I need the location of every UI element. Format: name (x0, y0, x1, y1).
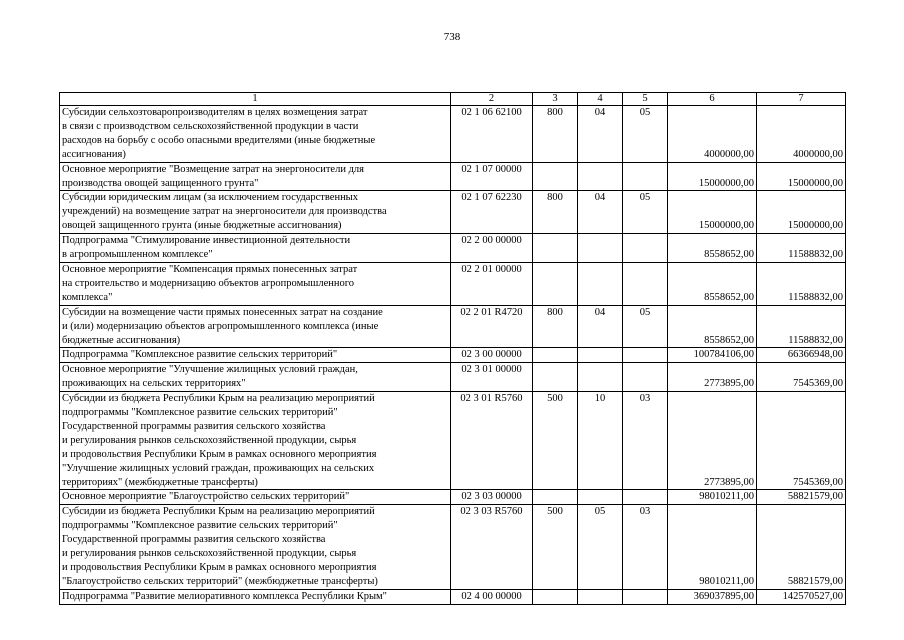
table-row (60, 348, 846, 363)
row-name: Основное мероприятие "Благоустройство сельских территорий" (60, 490, 451, 505)
row-name: Основное мероприятие "Улучшение жилищных условий граждан, проживающих на сельских территориях" (60, 363, 451, 392)
row-vr (533, 262, 578, 305)
row-code: 02 3 01 00000 (451, 363, 533, 392)
row-pr (623, 162, 668, 191)
table-row (60, 234, 846, 263)
row-sum-2: 11588832,00 (757, 305, 846, 348)
row-rz: 04 (578, 106, 623, 163)
row-code: 02 1 07 62230 (451, 191, 533, 234)
row-sum-1: 8558652,00 (668, 234, 757, 263)
table-row (60, 505, 846, 589)
row-sum-1: 98010211,00 (668, 505, 757, 589)
header-row (60, 93, 846, 106)
row-vr (533, 490, 578, 505)
budget-table (59, 92, 846, 605)
table-row (60, 162, 846, 191)
row-rz (578, 363, 623, 392)
row-sum-1: 8558652,00 (668, 305, 757, 348)
row-name: Подпрограмма "Развитие мелиоративного комплекса Республики Крым" (60, 589, 451, 604)
row-sum-2: 11588832,00 (757, 234, 846, 263)
row-pr (623, 363, 668, 392)
row-vr: 800 (533, 191, 578, 234)
row-code: 02 2 01 R4720 (451, 305, 533, 348)
row-rz (578, 234, 623, 263)
row-rz (578, 589, 623, 604)
row-pr: 05 (623, 106, 668, 163)
row-sum-1: 369037895,00 (668, 589, 757, 604)
row-sum-2: 7545369,00 (757, 363, 846, 392)
row-pr: 03 (623, 392, 668, 490)
table-row (60, 363, 846, 392)
row-sum-2: 15000000,00 (757, 191, 846, 234)
row-rz: 04 (578, 305, 623, 348)
row-code: 02 2 01 00000 (451, 262, 533, 305)
row-vr (533, 363, 578, 392)
row-sum-1: 2773895,00 (668, 363, 757, 392)
row-sum-2: 4000000,00 (757, 106, 846, 163)
row-pr (623, 234, 668, 263)
row-sum-1: 98010211,00 (668, 490, 757, 505)
row-code: 02 3 03 R5760 (451, 505, 533, 589)
row-name: Подпрограмма "Стимулирование инвестиционной деятельности в агропромышленном комплексе" (60, 234, 451, 263)
table-row (60, 490, 846, 505)
row-code: 02 1 07 00000 (451, 162, 533, 191)
row-sum-1: 8558652,00 (668, 262, 757, 305)
row-name: Субсидии на возмещение части прямых понесенных затрат на создание и (или) модернизацию объектов агропромышленного комплекса (иные бюджетные ассигнования) (60, 305, 451, 348)
row-rz (578, 162, 623, 191)
row-sum-1: 4000000,00 (668, 106, 757, 163)
header-cell: 1 (60, 93, 451, 106)
header-cell: 4 (578, 93, 623, 106)
row-code: 02 3 03 00000 (451, 490, 533, 505)
row-sum-2: 11588832,00 (757, 262, 846, 305)
page-number: 738 (443, 31, 461, 43)
row-vr (533, 162, 578, 191)
row-pr: 05 (623, 191, 668, 234)
row-code: 02 3 01 R5760 (451, 392, 533, 490)
row-rz: 05 (578, 505, 623, 589)
row-sum-2: 7545369,00 (757, 392, 846, 490)
row-name: Субсидии сельхозтоваропроизводителям в целях возмещения затрат в связи с производством сельскохозяйственной продукции в части расходов на борьбу с особо опасными вредителями (иные бюджетные ассигнования) (60, 106, 451, 163)
row-pr: 05 (623, 305, 668, 348)
table-row (60, 392, 846, 490)
row-sum-1: 100784106,00 (668, 348, 757, 363)
table-row (60, 106, 846, 163)
row-vr (533, 348, 578, 363)
header-cell: 7 (757, 93, 846, 106)
row-name: Основное мероприятие "Компенсация прямых понесенных затрат на строительство и модернизацию объектов агропромышленного комплекса" (60, 262, 451, 305)
header-cell: 5 (623, 93, 668, 106)
row-name: Субсидии из бюджета Республики Крым на реализацию мероприятий подпрограммы "Комплексное развитие сельских территорий" Государственной программы развития сельского хозяйства и регулирования рынков сельскохозяйственной продукции, сырья и продовольствия Республики Крым в рамках основного мероприятия "Улучшение жилищных условий граждан, проживающих на сельских территориях" (межбюджетные трансферты) (60, 392, 451, 490)
row-name: Субсидии юридическим лицам (за исключением государственных учреждений) на возмещение затрат на энергоносители для производства овощей защищенного грунта (иные бюджетные ассигнования) (60, 191, 451, 234)
row-pr (623, 348, 668, 363)
row-pr: 03 (623, 505, 668, 589)
table-row (60, 262, 846, 305)
header-cell: 2 (451, 93, 533, 106)
row-sum-2: 15000000,00 (757, 162, 846, 191)
row-code: 02 2 00 00000 (451, 234, 533, 263)
row-rz (578, 262, 623, 305)
row-sum-2: 58821579,00 (757, 505, 846, 589)
table-row (60, 589, 846, 604)
row-code: 02 1 06 62100 (451, 106, 533, 163)
row-sum-1: 15000000,00 (668, 162, 757, 191)
row-sum-2: 66366948,00 (757, 348, 846, 363)
row-vr: 800 (533, 305, 578, 348)
header-cell: 6 (668, 93, 757, 106)
table-row (60, 305, 846, 348)
row-code: 02 4 00 00000 (451, 589, 533, 604)
row-vr: 800 (533, 106, 578, 163)
header-cell: 3 (533, 93, 578, 106)
row-pr (623, 262, 668, 305)
table-row (60, 191, 846, 234)
row-rz (578, 490, 623, 505)
row-vr (533, 234, 578, 263)
row-sum-1: 2773895,00 (668, 392, 757, 490)
row-name: Подпрограмма "Комплексное развитие сельских территорий" (60, 348, 451, 363)
row-sum-2: 142570527,00 (757, 589, 846, 604)
row-name: Субсидии из бюджета Республики Крым на реализацию мероприятий подпрограммы "Комплексное развитие сельских территорий" Государственной программы развития сельского хозяйства и регулирования рынков сельскохозяйственной продукции, сырья и продовольствия Республики Крым в рамках основного мероприятия "Благоустройство сельских территорий" (межбюджетные трансферты) (60, 505, 451, 589)
row-sum-2: 58821579,00 (757, 490, 846, 505)
row-name: Основное мероприятие "Возмещение затрат на энергоносители для производства овощей защищенного грунта" (60, 162, 451, 191)
row-vr: 500 (533, 505, 578, 589)
row-pr (623, 490, 668, 505)
row-sum-1: 15000000,00 (668, 191, 757, 234)
row-code: 02 3 00 00000 (451, 348, 533, 363)
row-vr: 500 (533, 392, 578, 490)
row-pr (623, 589, 668, 604)
row-rz: 04 (578, 191, 623, 234)
row-rz: 10 (578, 392, 623, 490)
row-rz (578, 348, 623, 363)
row-vr (533, 589, 578, 604)
